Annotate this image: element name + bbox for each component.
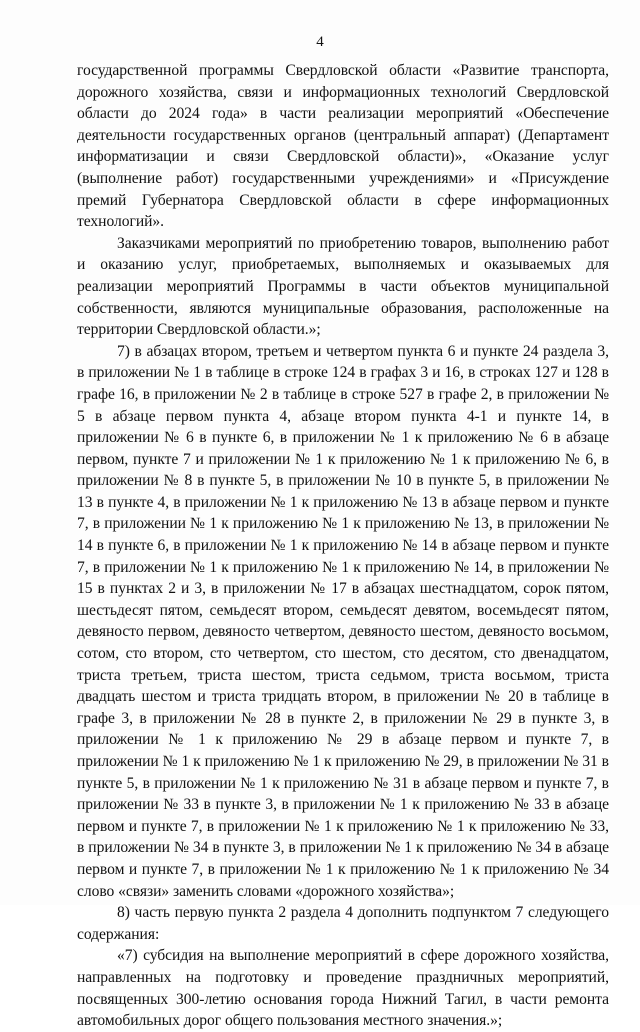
paragraph-customers: Заказчиками мероприятий по приобретению товаров, выполнению работ и оказанию услуг, приобретаемых, выполняемых и оказываемых для реализации мероприятий Программы в части объектов муниципальной собственности, являются муниципальные образования, расположенные на территории Свердловской области.»; xyxy=(77,234,609,339)
paragraph-program-name: государственной программы Свердловской области «Развитие транспорта, дорожного хозяйства, связи и информационных технологий Свердловской области до 2024 года» в части реализации мероприятий «Обеспечение деятельности государственных органов (центральный аппарат) (Департамент информатизации и связи Свердловской области)», «Оказание услуг (выполнение работ) государственными учреждениями» и «Присуждение премий Губернатора Свердловской области в сфере информационных технологий». xyxy=(77,62,609,231)
paragraph-item-8: 8) часть первую пункта 2 раздела 4 дополнить подпунктом 7 следующего содержания: xyxy=(77,904,609,943)
paragraph-item-7: 7) в абзацах втором, третьем и четвертом пункта 6 и пункте 24 раздела 3, в приложении № 1 в таблице в строке 124 в графах 3 и 16, в строках 127 и 128 в графе 16, в приложении № 2 в таблице в строке 527 в графе 2, в приложении № 5 в абзаце первом пункта 4, абзаце втором пункта 4-1 и пункте 14, в приложении № 6 в пункте 6, в приложении № 1 к приложению № 6 в абзаце первом, пункте 7 и приложении № 1 к приложению № 1 к приложению № 6, в приложении № 8 в пункте 5, в приложении № 10 в пункте 5, в приложении № 13 в пункте 4, в приложении № 1 к приложению № 13 в абзаце первом и пункте 7, в приложении № 1 к приложению № 1 к приложению № 13, в приложении № 14 в пункте 6, в приложении № 1 к приложению № 14 в абзаце первом и пункте 7, в приложении № 1 к приложению № 1 к приложению № 14, в приложении № 15 в пунктах 2 и 3, в приложении № 17 в абзацах шестнадцатом, сорок пятом, шестьдесят пятом, семьдесят втором, семьдесят девятом, восемьдесят пятом, девяносто первом, девяносто четвертом, девяносто шестом, девяносто восьмом, сотом, сто втором, сто четвертом, сто шестом, сто десятом, сто двенадцатом, триста третьем, триста шестом, триста седьмом, триста восьмом, триста двадцать шестом и триста тридцать втором, в приложении № 20 в таблице в графе 3, в приложении № 28 в пункте 2, в приложении № 29 в пункте 3, в приложении № 1 к приложению № 29 в абзаце первом и пункте 7, в приложении № 1 к приложению № 1 к приложению № 29, в приложении № 31 в пункте 5, в приложении № 1 к приложению № 31 в абзаце первом и пункте 7, в приложении № 33 в пункте 3, в приложении № 1 к приложению № 33 в абзаце первом и пункте 7, в приложении № 1 к приложению № 1 к приложению № 33, в приложении № 34 в пункте 3, в приложении № 1 к приложению № 34 в абзаце первом и пункте 7, в приложении № 1 к приложению № 1 к приложению № 34 слово «связи» заменить словами «дорожного хозяйства»; xyxy=(77,342,609,900)
page-number: 4 xyxy=(316,34,324,50)
document-body xyxy=(77,60,609,1032)
paragraph-subitem-7: «7) субсидия на выполнение мероприятий в сфере дорожного хозяйства, направленных на подготовку и проведение праздничных мероприятий, посвященных 300-летию основания города Нижний Тагил, в части ремонта автомобильных дорог общего пользования местного значения.»; xyxy=(77,947,609,1030)
